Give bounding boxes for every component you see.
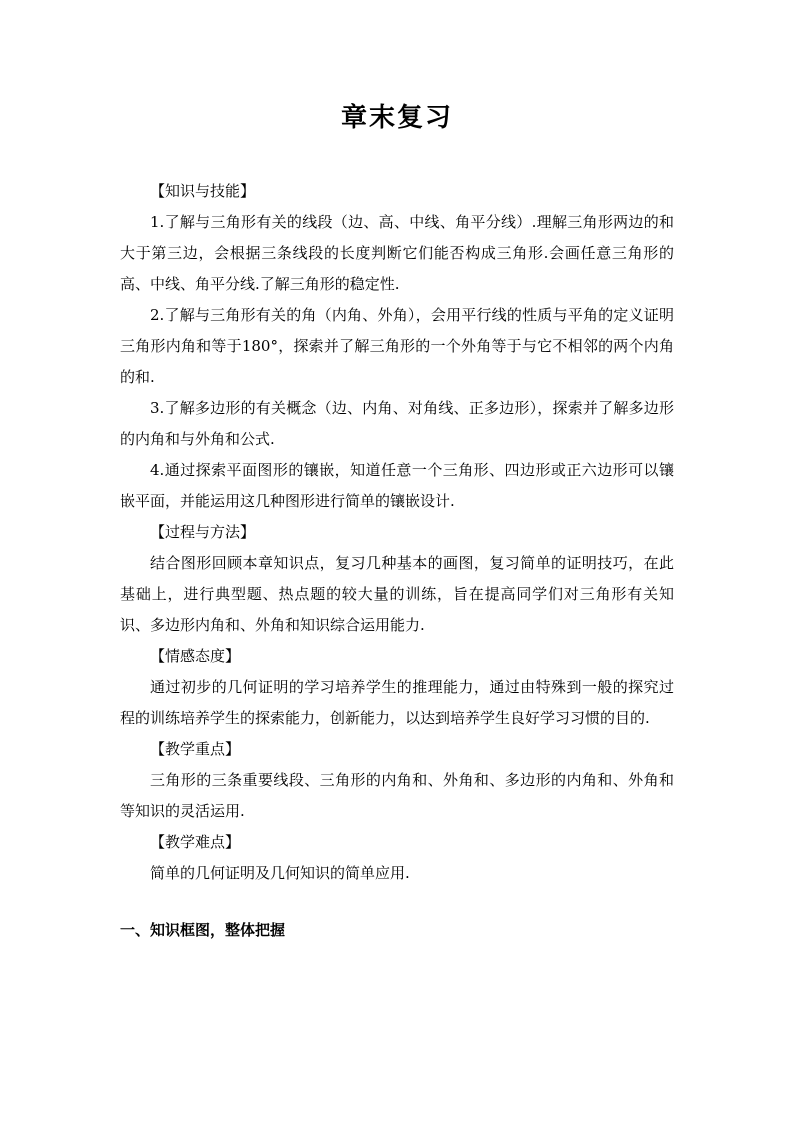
paragraph-teaching-difficulty: 简单的几何证明及几何知识的简单应用. bbox=[150, 864, 410, 882]
paragraph-attitude: 通过初步的几何证明的学习培养学生的推理能力，通过由特殊到一般的探究过程的训练培养学生的探索能力，创新能力，以达到培养学生良好学习习惯的目的. bbox=[120, 678, 674, 727]
paragraph-skill-1: 1.了解与三角形有关的线段（边、高、中线、角平分线）.理解三角形两边的和大于第三边，会根据三条线段的长度判断它们能否构成三角形.会画任意三角形的高、中线、角平分线.了解三角形的稳定性. bbox=[120, 213, 674, 293]
heading-teaching-difficulty: 【教学难点】 bbox=[150, 833, 241, 851]
section-title-knowledge-framework: 一、知识框图，整体把握 bbox=[120, 921, 286, 939]
heading-teaching-focus: 【教学重点】 bbox=[150, 740, 241, 758]
document-title: 章末复习 bbox=[340, 103, 453, 133]
paragraph-process-method: 结合图形回顾本章知识点，复习几种基本的画图，复习简单的证明技巧，在此基础上，进行典型题、热点题的较大量的训练，旨在提高同学们对三角形有关知识、多边形内角和、外角和知识综合运用能力. bbox=[120, 554, 674, 634]
heading-knowledge-skills: 【知识与技能】 bbox=[150, 182, 256, 200]
paragraph-skill-4: 4.通过探索平面图形的镶嵌，知道任意一个三角形、四边形或正六边形可以镶嵌平面，并能运用这几种图形进行简单的镶嵌设计. bbox=[120, 461, 674, 510]
heading-process-method: 【过程与方法】 bbox=[150, 523, 256, 541]
heading-attitude: 【情感态度】 bbox=[150, 647, 241, 665]
paragraph-skill-2: 2.了解与三角形有关的角（内角、外角），会用平行线的性质与平角的定义证明三角形内角和等于180°，探索并了解三角形的一个外角等于与它不相邻的两个内角的和. bbox=[120, 306, 674, 386]
paragraph-teaching-focus: 三角形的三条重要线段、三角形的内角和、外角和、多边形的内角和、外角和等知识的灵活运用. bbox=[120, 771, 674, 820]
paragraph-skill-3: 3.了解多边形的有关概念（边、内角、对角线、正多边形），探索并了解多边形的内角和与外角和公式. bbox=[120, 399, 674, 448]
